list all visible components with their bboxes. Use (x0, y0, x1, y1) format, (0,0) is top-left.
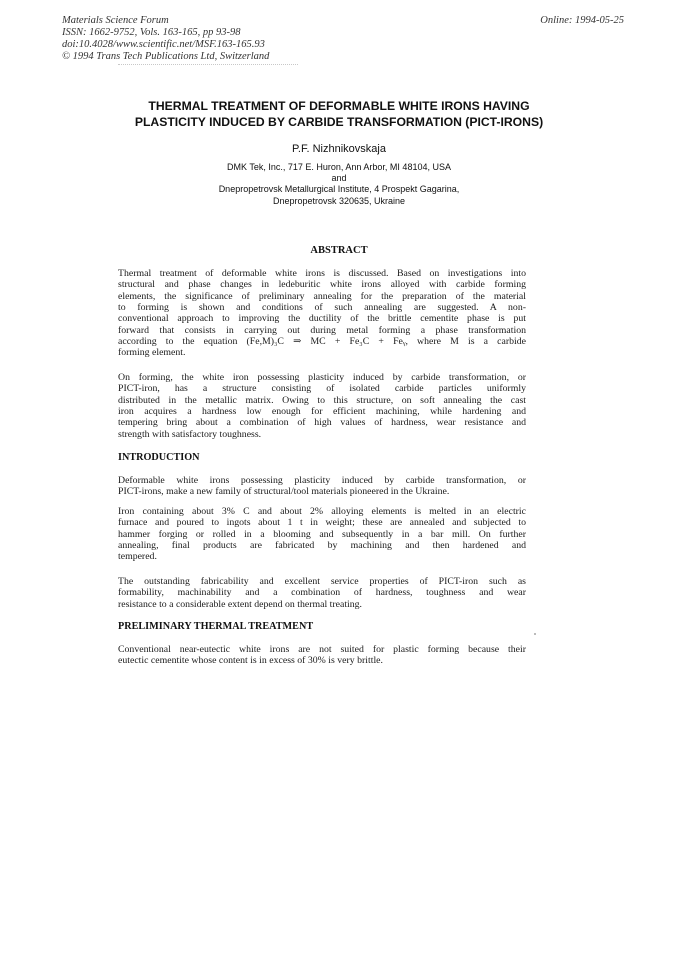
preliminary-heading: PRELIMINARY THERMAL TREATMENT (118, 621, 314, 632)
text-line: hammer forging or rolled in a blooming and subsequently in a bar mill. On further (118, 528, 526, 540)
text-line: furnace and poured to ingots about 1 t in weight; these are annealed and subjected to (118, 517, 526, 529)
introduction-paragraph-3 (118, 576, 526, 610)
paper-title (0, 98, 678, 130)
introduction-paragraph-1 (118, 475, 526, 498)
text-line: Conventional near-eutectic white irons are not suited for plastic forming because their (118, 644, 526, 655)
abstract-paragraph-1 (118, 268, 526, 359)
text-line: distributed in the metallic matrix. Owing to this structure, on soft annealing the cast (118, 394, 526, 406)
text-line: Thermal treatment of deformable white irons is discussed. Based on investigations into (118, 268, 526, 279)
text-line: formability, machinability and a combination of hardness, toughness and wear (118, 587, 526, 599)
journal-name: Materials Science Forum (62, 15, 169, 26)
author-name: P.F. Nizhnikovskaja (292, 143, 386, 155)
title-line-1: THERMAL TREATMENT OF DEFORMABLE WHITE IRONS HAVING (148, 99, 530, 113)
text-line: forming element. (118, 347, 186, 359)
text-line: according to the equation (Fe,M)₃C ⇒ MC + Fe₃C + Feᵧ, where M is a carbide (118, 336, 526, 348)
text-line: strength with satisfactory toughness. (118, 428, 262, 440)
affiliation-line: DMK Tek, Inc., 717 E. Huron, Ann Arbor, MI 48104, USA (227, 162, 451, 172)
text-line: PICT-iron, has a structure consisting of isolated carbide particles uniformly (118, 383, 526, 395)
doi-link[interactable]: doi:10.4028/www.scientific.net/MSF.163-165.93 (62, 39, 265, 50)
affiliation-line: Dnepropetrovsk Metallurgical Institute, 4 Prospekt Gagarina, (218, 184, 460, 195)
faint-scan-artifact (118, 64, 298, 68)
text-line: Deformable white irons possessing plasticity induced by carbide transformation, or (118, 475, 526, 486)
scan-speck (534, 633, 536, 635)
online-date: Online: 1994-05-25 (540, 15, 624, 26)
preliminary-paragraph-1 (118, 644, 526, 667)
introduction-paragraph-2 (118, 506, 526, 563)
text-line: iron acquires a hardness low enough for efficient machining, while hardening and (118, 406, 526, 418)
issn-line: ISSN: 1662-9752, Vols. 163-165, pp 93-98 (62, 27, 241, 38)
introduction-heading: INTRODUCTION (118, 452, 200, 463)
text-line: On forming, the white iron possessing plasticity induced by carbide transformation, or (118, 372, 526, 383)
text-line: to forming is shown and conditions of such annealing are suggested. A non- (118, 302, 526, 314)
text-line: elements, the significance of preliminary annealing for the preparation of the material (118, 290, 526, 302)
text-line: forward that consists in carrying out during metal forming a phase transformation (118, 324, 526, 336)
text-line: conventional approach to improving the ductility of the brittle cementite phase is put (118, 313, 526, 325)
title-line-2: PLASTICITY INDUCED BY CARBIDE TRANSFORMATION (PICT-IRONS) (134, 115, 544, 129)
text-line: structural and phase changes in ledeburitic white irons alloyed with carbide forming (118, 279, 526, 291)
affiliation-block (0, 162, 678, 207)
affiliation-line: and (331, 173, 347, 184)
text-line: tempered. (118, 551, 157, 563)
copyright-line: © 1994 Trans Tech Publications Ltd, Switzerland (62, 51, 270, 62)
abstract-paragraph-2 (118, 372, 526, 440)
abstract-heading: ABSTRACT (310, 245, 368, 256)
text-line: eutectic cementite whose content is in excess of 30% is very brittle. (118, 655, 383, 667)
text-line: tempering bring about a combination of high values of hardness, wear resistance and (118, 417, 526, 429)
text-line: The outstanding fabricability and excellent service properties of PICT-iron such as (118, 576, 526, 587)
text-line: resistance to a considerable extent depend on thermal treating. (118, 598, 363, 610)
affiliation-line: Dnepropetrovsk 320635, Ukraine (272, 195, 406, 206)
text-line: annealing, final products are fabricated by machining and then hardened and (118, 540, 526, 552)
publication-metadata (62, 15, 269, 63)
text-line: Iron containing about 3% C and about 2% alloying elements is melted in an electric (118, 506, 526, 517)
text-line: PICT-irons, make a new family of structural/tool materials pioneered in the Ukraine. (118, 486, 450, 498)
